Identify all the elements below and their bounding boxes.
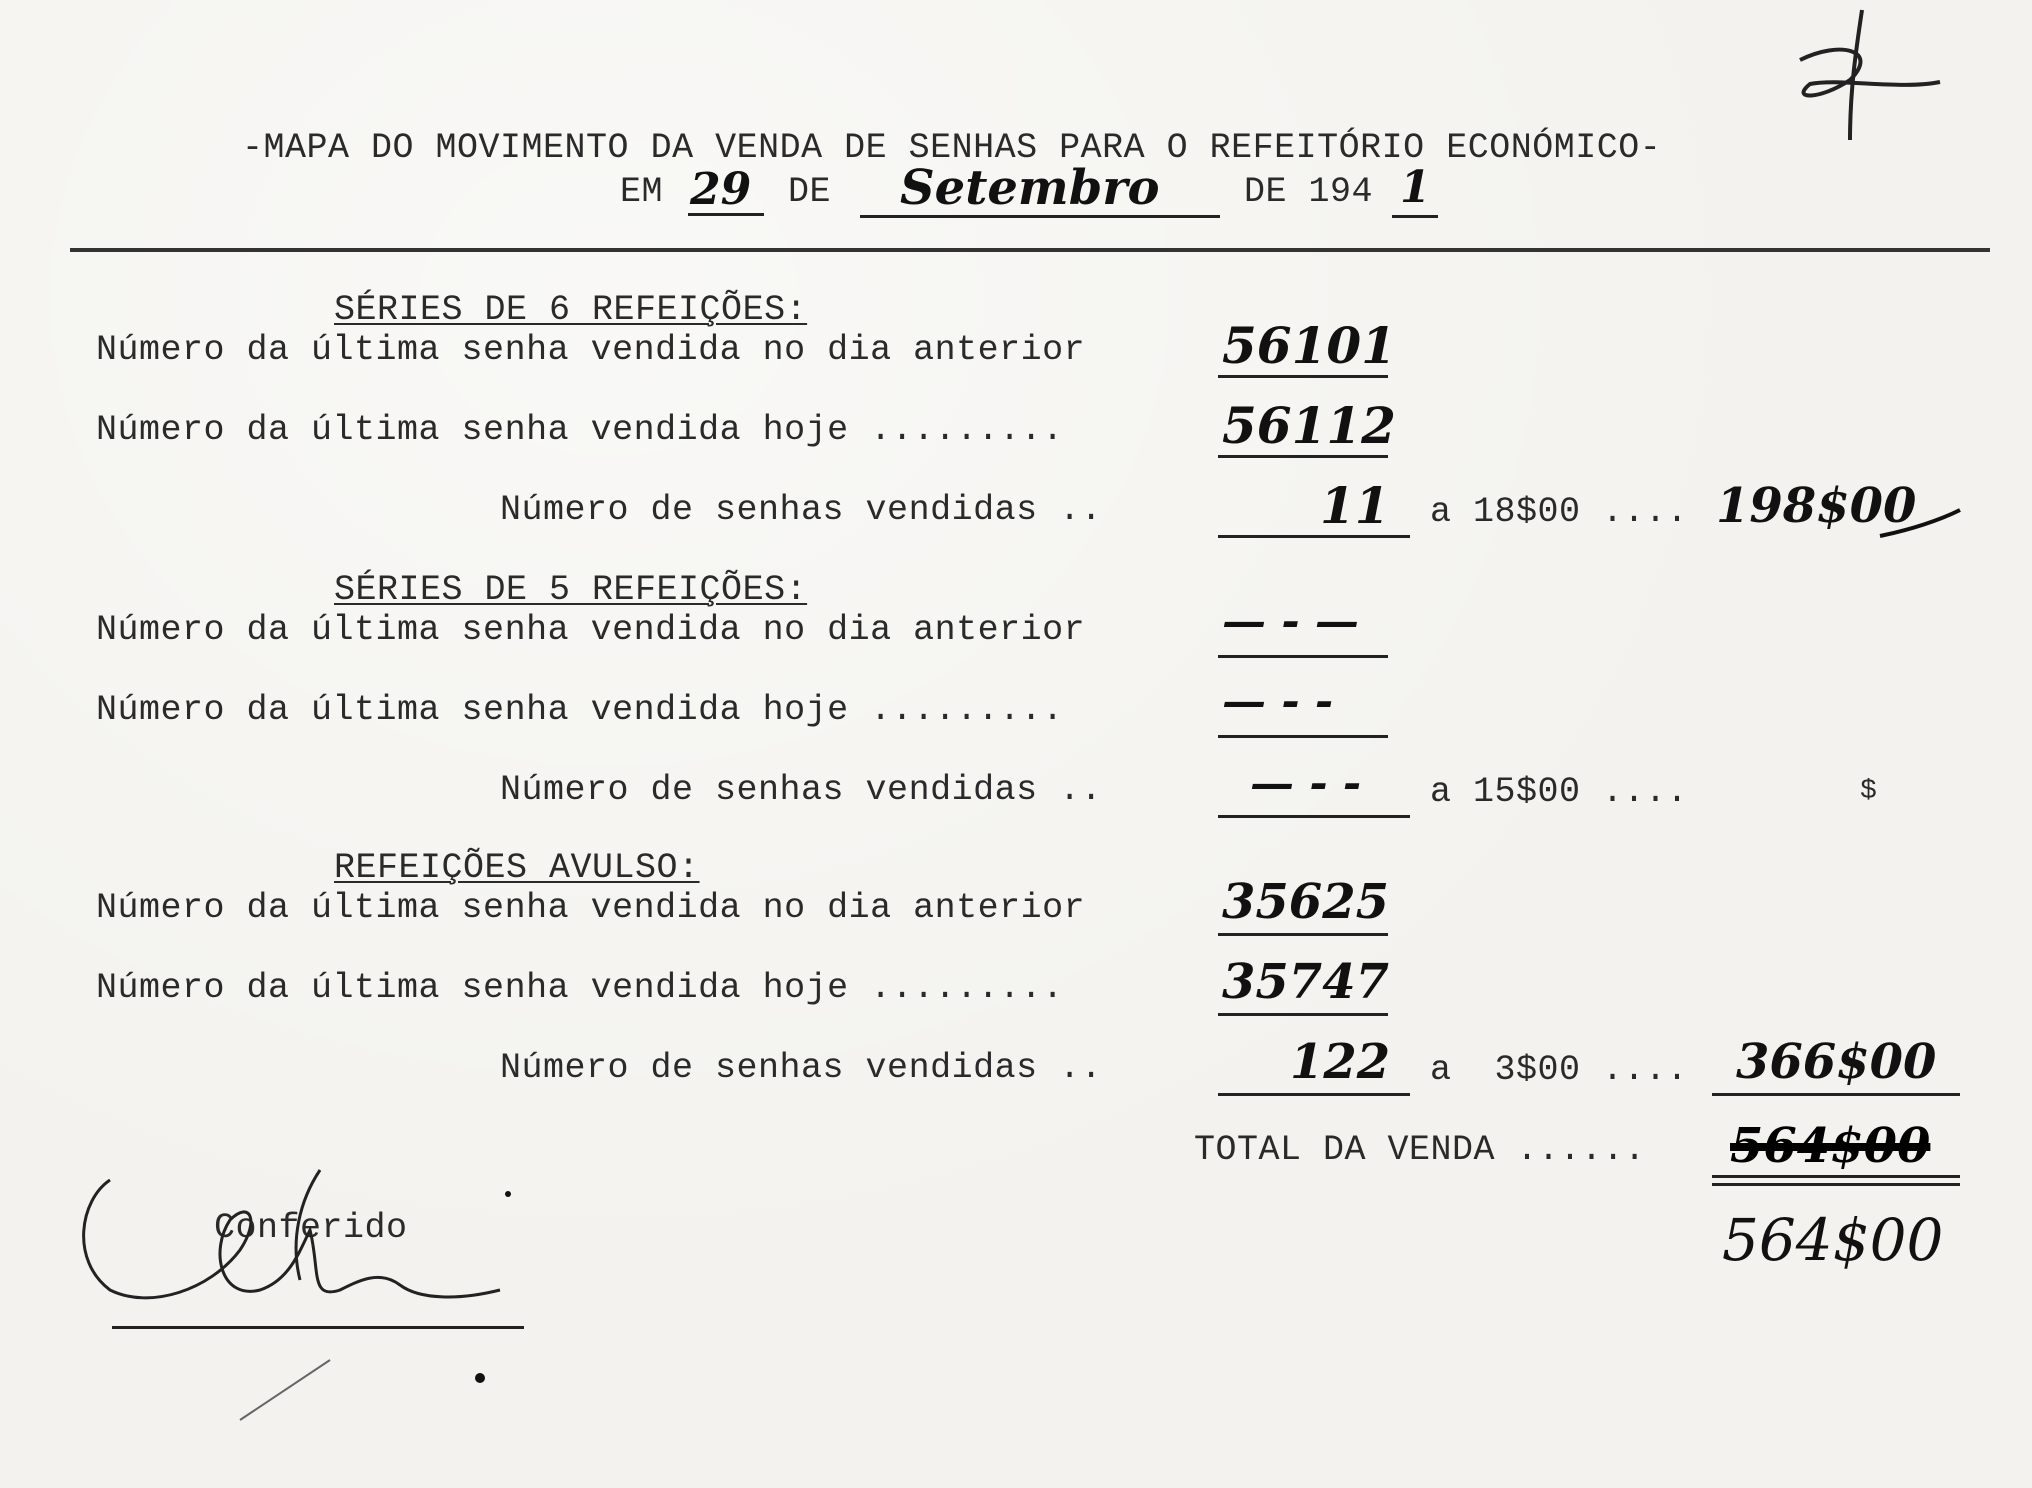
value-today: — - - (1222, 676, 1334, 727)
section-title-avulso: REFEIÇÕES AVULSO: (334, 848, 700, 888)
unit-price: a 3$00 .... (1430, 1050, 1689, 1090)
row-label-today: Número da última senha vendida hoje ......... (96, 410, 1064, 450)
value-prev-day: 56101 (1222, 316, 1396, 375)
amount-flourish (1880, 510, 1960, 536)
date-de-1: DE (788, 172, 832, 212)
date-year-prefix: DE 194 (1244, 172, 1374, 212)
total-label: TOTAL DA VENDA ...... (1194, 1130, 1646, 1170)
section-title-6: SÉRIES DE 6 REFEIÇÕES: (334, 290, 808, 330)
row-label-today: Número da última senha vendida hoje ......... (96, 690, 1064, 730)
row-label-prev-day: Número da última senha vendida no dia anterior (96, 610, 1086, 650)
row-label-count: Número de senhas vendidas .. (500, 1048, 1103, 1088)
unit-price: a 18$00 .... (1430, 492, 1689, 532)
row-label-prev-day: Número da última senha vendida no dia anterior (96, 888, 1086, 928)
row-label-today: Número da última senha vendida hoje ......... (96, 968, 1064, 1008)
form-title: -MAPA DO MOVIMENTO DA VENDA DE SENHAS PARA O REFEITÓRIO ECONÓMICO- (242, 128, 1662, 168)
date-year-digit: 1 (1400, 162, 1431, 213)
signature-scribble (84, 1180, 500, 1298)
top-right-initial-loop (1800, 50, 1940, 96)
unit-price: a 15$00 .... (1430, 772, 1689, 812)
value-amount: 366$00 (1736, 1034, 1937, 1090)
value-today: 56112 (1222, 396, 1396, 455)
checked-label: Conferido (214, 1208, 408, 1248)
date-month: Setembro (900, 160, 1160, 216)
value-prev-day: 35625 (1222, 874, 1389, 930)
date-day: 29 (690, 164, 752, 215)
pen-mark (240, 1360, 330, 1420)
currency-sign: $ (1860, 776, 1878, 807)
ink-dot (505, 1191, 511, 1197)
total-struck-value: 564$00 (1730, 1118, 1931, 1174)
date-prefix: EM (620, 172, 664, 212)
total-corrected-value: 564$00 (1722, 1206, 1944, 1274)
value-count: 122 (1290, 1034, 1391, 1090)
value-today: 35747 (1222, 954, 1389, 1010)
ink-dot (475, 1373, 485, 1383)
row-label-prev-day: Número da última senha vendida no dia anterior (96, 330, 1086, 370)
value-amount: 198$00 (1716, 478, 1917, 534)
value-count: 11 (1320, 476, 1390, 535)
row-label-count: Número de senhas vendidas .. (500, 490, 1103, 530)
section-title-5: SÉRIES DE 5 REFEIÇÕES: (334, 570, 808, 610)
value-count: — - - (1250, 758, 1362, 809)
row-label-count: Número de senhas vendidas .. (500, 770, 1103, 810)
value-prev-day: — - — (1222, 596, 1359, 647)
